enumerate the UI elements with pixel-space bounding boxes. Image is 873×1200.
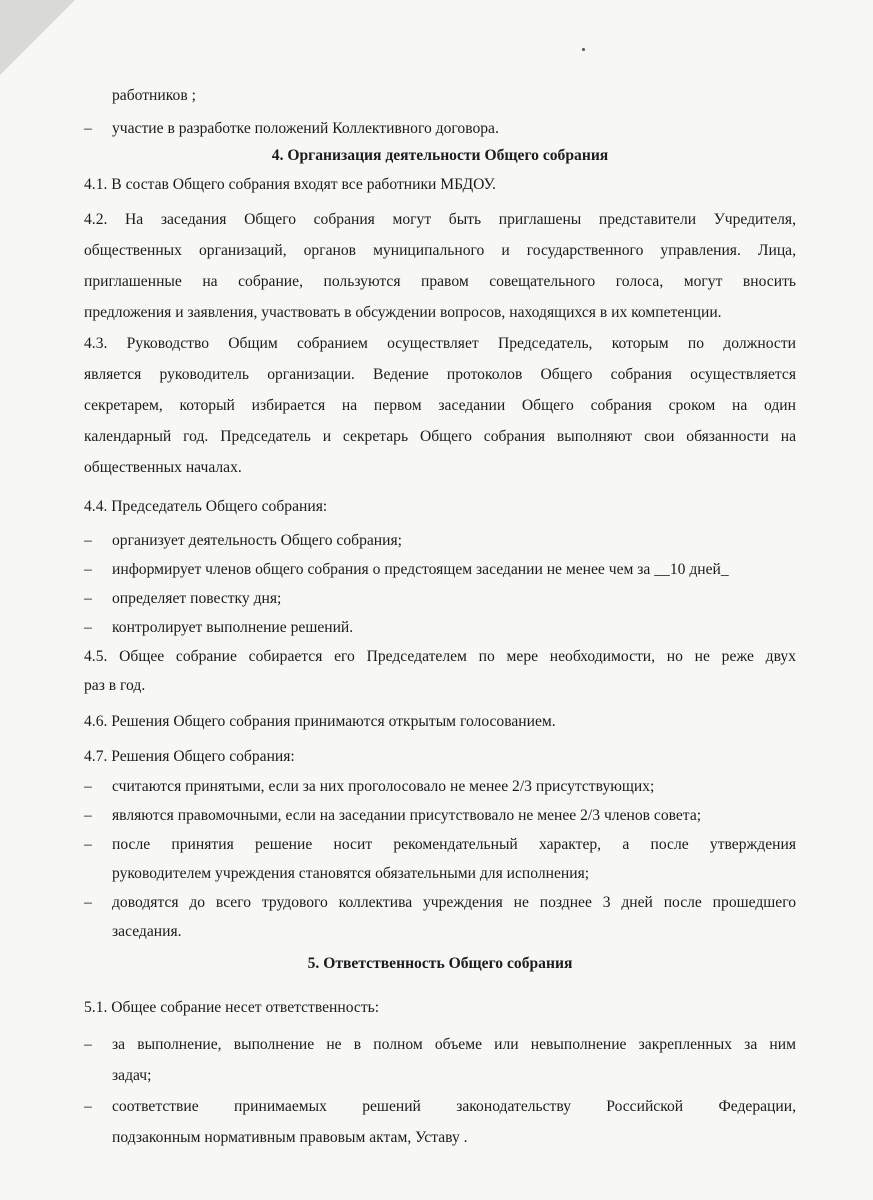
paragraph-4-7: 4.7. Решения Общего собрания:: [84, 748, 295, 765]
list-item: – организует деятельность Общего собрания;: [84, 532, 402, 549]
section-heading: 5. Ответственность Общего собрания: [307, 955, 573, 972]
list-item: – информирует членов общего собрания о предстоящем заседании не менее чем за __10 дней_: [84, 561, 729, 578]
decisions-list: [84, 772, 796, 946]
paragraph-5-1: 5.1. Общее собрание несет ответственность:: [84, 999, 380, 1016]
list-item: – участие в разработке положений Коллективного договора.: [84, 120, 499, 137]
list-item: – являются правомочными, если на заседании присутствовало не менее 2/3 членов совета;: [84, 807, 702, 824]
list-item: – считаются принятыми, если за них проголосовало не менее 2/3 присутствующих;: [84, 778, 655, 795]
paragraph-4-1: 4.1. В состав Общего собрания входят все работники МБДОУ.: [84, 176, 496, 193]
responsibility-list: [84, 1029, 796, 1153]
chairman-duties-list: [84, 526, 796, 642]
list-item: – определяет повестку дня;: [84, 590, 282, 607]
folded-corner: [0, 0, 75, 75]
section-heading: 4. Организация деятельности Общего собрания: [271, 147, 609, 164]
list-item: – контролирует выполнение решений.: [84, 619, 354, 636]
paragraph-4-6: 4.6. Решения Общего собрания принимаются открытым голосованием.: [84, 713, 556, 730]
paragraph-4-2: 4.2. На заседания Общего собрания могут быть приглашены представители Учредителя, общественных организаций, органов муниципального и государственного управления. Лица, приглашенные на собрание, пользуются правом совещательного голоса, могут вносить предложения и заявления, участвовать в обсуждении вопросов, находящихся в их компетенции.: [84, 211, 796, 321]
list-item: – после принятия решение носит рекомендательный характер, а после утверждения руководителем учреждения становятся обязательными для исполнения;: [84, 836, 796, 882]
text-line: работников ;: [112, 87, 196, 104]
document-body: [84, 82, 796, 1153]
list-item: – соответствие принимаемых решений законодательству Российской Федерации, подзаконным нормативным правовым актам, Уставу .: [84, 1098, 796, 1146]
paragraph-4-5: 4.5. Общее собрание собирается его Председателем по мере необходимости, но не реже двух раз в год.: [84, 648, 796, 694]
paragraph-4-4: 4.4. Председатель Общего собрания:: [84, 498, 328, 515]
list-item: – за выполнение, выполнение не в полном объеме или невыполнение закрепленных за ним задач;: [84, 1036, 796, 1084]
list-item: – доводятся до всего трудового коллектива учреждения не позднее 3 дней после прошедшего заседания.: [84, 894, 796, 940]
scan-speck: [582, 48, 585, 51]
paragraph-4-3: 4.3. Руководство Общим собранием осуществляет Председатель, которым по должности является руководитель организации. Ведение протоколов Общего собрания осуществляется секретарем, который избирается на первом заседании Общего собрания сроком на один календарный год. Председатель и секретарь Общего собрания выполняют свои обязанности на общественных началах.: [84, 335, 796, 476]
